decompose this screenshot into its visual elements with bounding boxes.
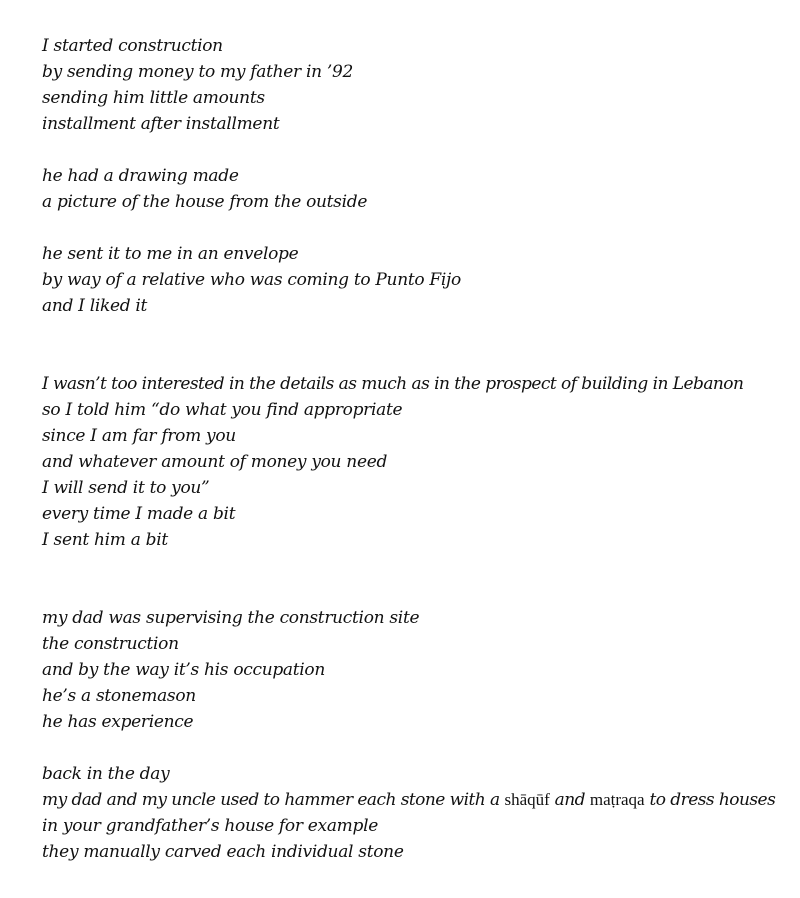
poem-line: the construction xyxy=(42,634,179,654)
poem-line: installment after installment xyxy=(42,114,280,134)
stanza-1 xyxy=(42,33,792,137)
line-part: my dad and my uncle used to hammer each stone with a xyxy=(42,790,505,810)
poem-line: back in the day xyxy=(42,764,170,784)
poem-line: he sent it to me in an envelope xyxy=(42,244,299,264)
arabic-term-shaquf: shāqūf xyxy=(504,790,550,809)
poem-line: he had a drawing made xyxy=(42,166,239,186)
stanza-4 xyxy=(42,371,792,553)
poem-line: since I am far from you xyxy=(42,426,236,446)
stanza-gap xyxy=(42,735,792,761)
poem-line: in your grandfather’s house for example xyxy=(42,816,378,836)
poem-line: he’s a stonemason xyxy=(42,686,196,706)
stanza-2 xyxy=(42,163,792,215)
poem-line: by sending money to my father in ’92 xyxy=(42,62,353,82)
poem-line: so I told him “do what you find appropriate xyxy=(42,400,403,420)
stanza-3 xyxy=(42,241,792,319)
stanza-6 xyxy=(42,761,792,865)
poem-line: I sent him a bit xyxy=(42,530,168,550)
poem-line: I wasn’t too interested in the details as much as in the prospect of building in Lebanon xyxy=(42,374,744,394)
line-part: and xyxy=(549,790,590,810)
poem-line: I will send it to you” xyxy=(42,478,210,498)
poem-text xyxy=(42,33,792,865)
line-part: to dress houses xyxy=(644,790,776,810)
poem-line: and I liked it xyxy=(42,296,148,316)
stanza-gap xyxy=(42,319,792,371)
stanza-5 xyxy=(42,605,792,735)
poem-line: I started construction xyxy=(42,36,223,56)
stanza-gap xyxy=(42,553,792,605)
poem-line: sending him little amounts xyxy=(42,88,265,108)
poem-line: a picture of the house from the outside xyxy=(42,192,368,212)
poem-line: every time I made a bit xyxy=(42,504,236,524)
poem-line: by way of a relative who was coming to Punto Fijo xyxy=(42,270,461,290)
stanza-gap xyxy=(42,137,792,163)
poem-line: he has experience xyxy=(42,712,194,732)
stanza-gap xyxy=(42,215,792,241)
poem-line: and by the way it’s his occupation xyxy=(42,660,326,680)
poem-line: they manually carved each individual stone xyxy=(42,842,404,862)
arabic-term-matraqa: maṭraqa xyxy=(589,790,645,809)
poem-line-mixed xyxy=(42,787,792,813)
poem-line: and whatever amount of money you need xyxy=(42,452,388,472)
poem-line: my dad was supervising the construction site xyxy=(42,608,420,628)
